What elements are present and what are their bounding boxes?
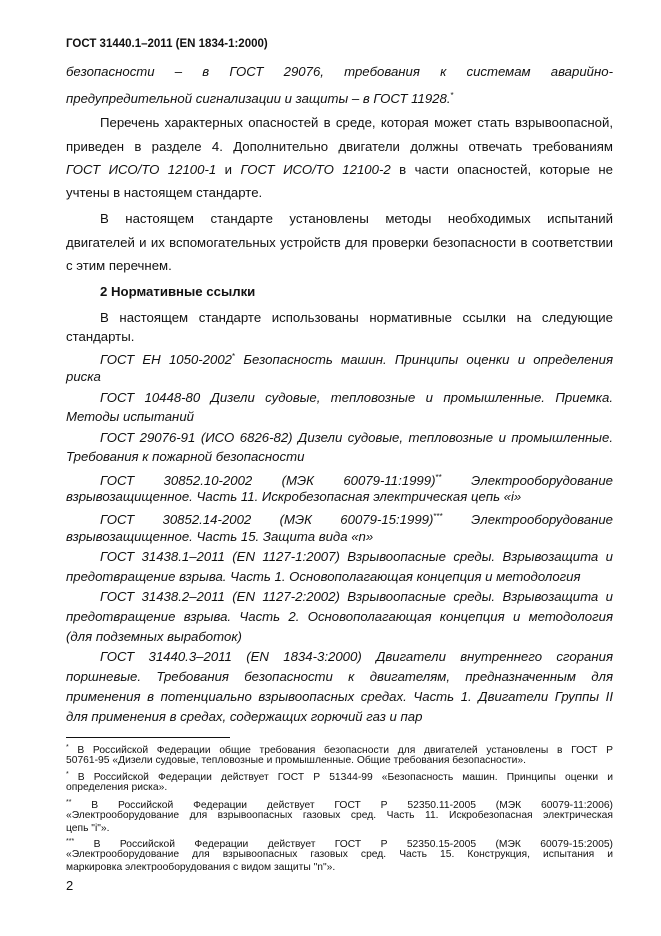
footnote-4-line-3: маркировка электрооборудования с видом защиты "n"».: [66, 862, 336, 873]
page-number: 2: [66, 878, 74, 893]
paragraph-hazards-line-1: Перечень характерных опасностей в среде, которая может стать взрывоопасной,: [100, 115, 613, 130]
footnote-marker: **: [66, 799, 72, 806]
std-ref: ГОСТ ИСО/ТО 12100-2: [240, 162, 391, 177]
footnote-1-text: В Российской Федерации общие требования безопасности для двигателей установлены в ГОСТ Р: [68, 745, 613, 756]
ref-8-line-3: применения в потенциально взрывоопасных средах. Часть 1. Двигатели Группы II: [66, 689, 613, 704]
std-ref: ГОСТ ИСО/ТО 12100-1: [66, 162, 217, 177]
intro-line-2: [66, 88, 613, 107]
intro-line-2-text: предупредительной сигнализации и защиты – в ГОСТ 11928.: [66, 91, 451, 106]
footnote-marker: *: [66, 744, 69, 751]
ref-8-line-4: для применения в средах, содержащих горючий газ и пар: [66, 709, 423, 724]
paragraph-hazards-line-3: [66, 162, 613, 178]
ref-1-title: Безопасность машин. Принципы оценки и определения: [235, 352, 613, 367]
intro-line-1: безопасности – в ГОСТ 29076, требования к системам аварийно-: [66, 64, 613, 79]
footnote-marker: ***: [433, 512, 443, 521]
ref-5-line-2: взрывозащищенное. Часть 15. Защита вида «n»: [66, 529, 374, 544]
footnote-3-text: В Российской Федерации действует ГОСТ Р 52350.11-2005 (МЭК 60079-11:2006): [71, 800, 613, 811]
ref-2-line-1: ГОСТ 10448-80 Дизели судовые, тепловозные и промышленные. Приемка.: [100, 390, 613, 405]
footnote-4-line-2: «Электрооборудование для взрывоопасных газовых сред. Часть 15. Конструкция, испытания и: [66, 849, 613, 860]
footnote-3-line-3: цепь "i"».: [66, 823, 110, 834]
section-heading: 2 Нормативные ссылки: [100, 284, 256, 299]
ref-5-title: Электрооборудование: [442, 512, 613, 527]
footnote-4-text: В Российской Федерации действует ГОСТ Р 52350.15-2005 (МЭК 60079-15:2005): [74, 839, 613, 850]
conjunction: и: [216, 162, 241, 177]
ref-3-line-1: ГОСТ 29076-91 (ИСО 6826-82) Дизели судовые, тепловозные и промышленные.: [100, 430, 613, 445]
ref-8-line-2: поршневые. Требования безопасности к двигателям, предназначенным для: [66, 669, 613, 684]
ref-5-line-1: [100, 509, 613, 528]
ref-5-code: ГОСТ 30852.14-2002 (МЭК 60079-15:1999): [100, 512, 434, 527]
ref-4-line-1: [100, 470, 613, 489]
ref-2-line-2: Методы испытаний: [66, 409, 194, 424]
ref-1-line-2: риска: [66, 369, 101, 384]
footnote-marker: *: [66, 771, 69, 778]
ref-6-line-2: предотвращение взрыва. Часть 1. Основополагающая концепция и методология: [66, 569, 581, 584]
paragraph-methods-line-3: с этим перечнем.: [66, 258, 172, 273]
paragraph-methods-line-2: двигателей и их вспомогательных устройств для проверки безопасности в соответствии: [66, 235, 613, 250]
section-lead-line-1: В настоящем стандарте использованы нормативные ссылки на следующие: [100, 310, 613, 325]
ref-1-line-1: [100, 349, 613, 368]
footnote-marker: ***: [66, 838, 75, 845]
ref-8-line-1: ГОСТ 31440.3–2011 (EN 1834-3:2000) Двигатели внутреннего сгорания: [100, 649, 613, 664]
footnote-3-line-2: «Электрооборудование для взрывоопасных газовых сред. Часть 11. Искробезопасная электрическая: [66, 810, 613, 821]
section-lead-line-2: стандарты.: [66, 329, 135, 344]
footnote-marker: *: [232, 352, 236, 361]
ref-7-line-1: ГОСТ 31438.2–2011 (EN 1127-2:2002) Взрывоопасные среды. Взрывозащита и: [100, 589, 613, 604]
footnote-2-line-2: определения риска».: [66, 782, 168, 793]
ref-3-line-2: Требования к пожарной безопасности: [66, 449, 305, 464]
paragraph-hazards-line-4: учтены в настоящем стандарте.: [66, 185, 263, 200]
footnote-marker: **: [435, 473, 442, 482]
ref-7-line-3: (для подземных выработок): [66, 629, 242, 644]
footnote-divider: [66, 737, 230, 738]
footnote-2-text: В Российской Федерации действует ГОСТ Р 51344-99 «Безопасность машин. Принципы оценки и: [68, 772, 613, 783]
ref-4-line-2: взрывозащищенное. Часть 11. Искробезопасная электрическая цепь «i»: [66, 489, 522, 504]
running-header: ГОСТ 31440.1–2011 (EN 1834-1:2000): [66, 38, 268, 50]
text-fragment: в части опасностей, которые не: [390, 162, 613, 177]
ref-6-line-1: ГОСТ 31438.1–2011 (EN 1127-1:2007) Взрывоопасные среды. Взрывозащита и: [100, 549, 613, 564]
footnote-marker: *: [450, 91, 454, 100]
paragraph-methods-line-1: В настоящем стандарте установлены методы необходимых испытаний: [100, 211, 613, 226]
ref-4-code: ГОСТ 30852.10-2002 (МЭК 60079-11:1999): [100, 473, 436, 488]
ref-1-code: ГОСТ ЕН 1050-2002: [100, 352, 233, 367]
footnote-1-line-2: 50761-95 «Дизели судовые, тепловозные и промышленные. Общие требования безопасности».: [66, 755, 526, 766]
ref-4-title: Электрооборудование: [441, 473, 613, 488]
paragraph-hazards-line-2: приведен в разделе 4. Дополнительно двигатели должны отвечать требованиям: [66, 139, 613, 154]
ref-7-line-2: предотвращение взрыва. Часть 2. Основополагающая концепция и методология: [66, 609, 613, 624]
